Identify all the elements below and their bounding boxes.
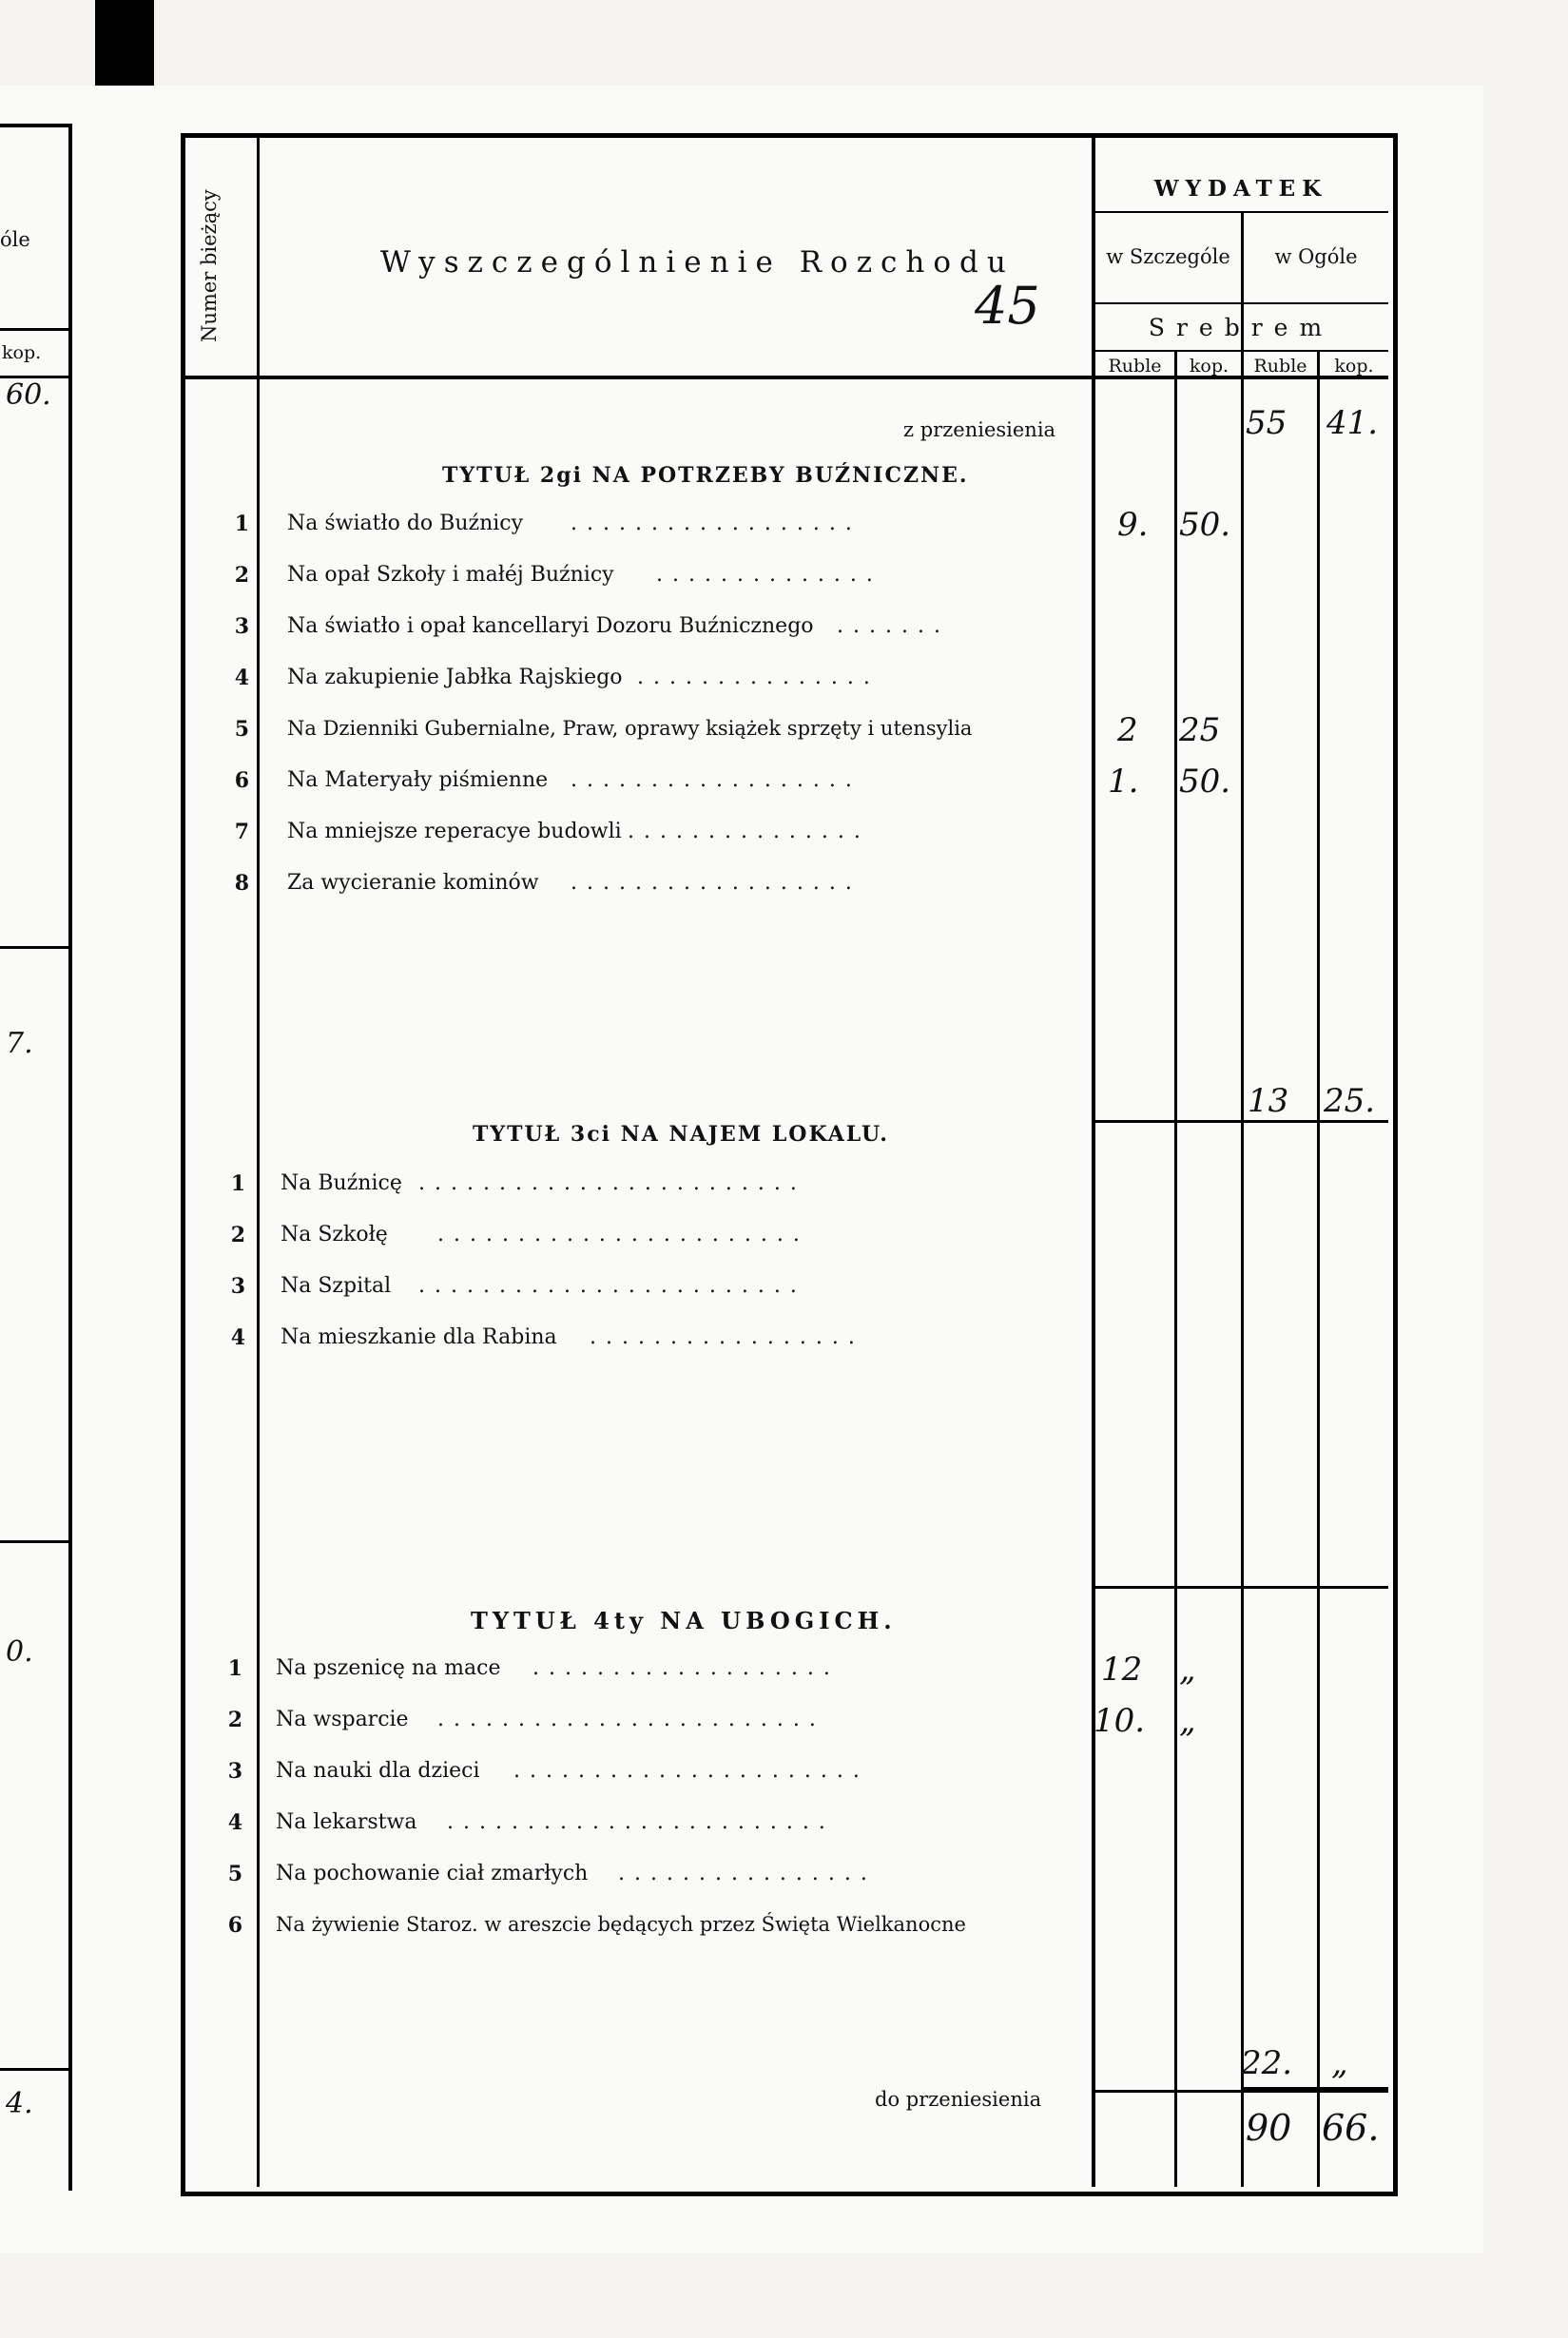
expense-item: Na Szkołę [281, 1223, 388, 1246]
row-number: 8 [234, 871, 249, 896]
leader-dots: ........................ [418, 1274, 806, 1298]
row-number: 1 [230, 1171, 245, 1196]
table-frame [181, 133, 1398, 2196]
srebrem-rule [1094, 350, 1388, 352]
expense-item: Na Buźnicę [281, 1171, 402, 1195]
section-total-ruble: 13 [1248, 1082, 1289, 1120]
row-number: 7 [234, 820, 249, 844]
wydatek-header: WYDATEK [1153, 176, 1328, 202]
expense-item: Na światło i opał kancellaryi Dozoru Buźnicznego [287, 614, 814, 638]
szczegole-ogole-rule [1241, 211, 1244, 2187]
kop-rule-szczegole [1174, 350, 1177, 2187]
leader-dots: ............... [628, 820, 870, 843]
leader-dots: ....................... [437, 1223, 809, 1246]
amount-ruble: 1. [1108, 763, 1139, 801]
subheader-rule [1094, 302, 1388, 304]
leader-dots: .............. [656, 563, 882, 587]
left-kop-label: kop. [2, 342, 42, 363]
section-total-ruble: 22. [1241, 2044, 1293, 2082]
leader-dots: .................. [571, 512, 861, 535]
left-value: 60. [6, 378, 51, 412]
row-number: 3 [227, 1759, 242, 1784]
section-total-rule [1094, 1120, 1388, 1123]
row-number: 4 [227, 1810, 242, 1835]
expense-item: Na Dzienniki Gubernialne, Praw, oprawy książek sprzęty i utensylia [287, 717, 973, 740]
expense-item: Na mieszkanie dla Rabina [281, 1325, 557, 1349]
amount-ruble: 2 [1117, 711, 1138, 749]
carry-out-kop: 66. [1322, 2107, 1380, 2149]
section-title: TYTUŁ 2gi NA POTRZEBY BUŹNICZNE. [442, 463, 969, 488]
number-column-rule [257, 138, 260, 2187]
kop-rule-ogole [1317, 350, 1320, 2187]
srebrem-header: Srebrem [1148, 314, 1334, 341]
carry-out-rule [1094, 2090, 1388, 2093]
section-title: TYTUŁ 3ci NA NAJEM LOKALU. [473, 1122, 889, 1147]
row-number: 3 [230, 1274, 245, 1299]
amount-kop: 50. [1179, 506, 1231, 544]
amount-kop: „ [1179, 1702, 1196, 1740]
carry-out-ruble: 90 [1246, 2107, 1292, 2149]
leader-dots: ........................ [447, 1810, 835, 1834]
expense-item: Na nauki dla dzieci [276, 1759, 480, 1783]
leader-dots: ............... [637, 666, 880, 689]
row-number: 4 [230, 1325, 245, 1350]
expense-item: Za wycieranie kominów [287, 871, 539, 895]
amount-kop: „ [1179, 1651, 1196, 1689]
amount-ruble: 9. [1117, 506, 1149, 544]
expense-item: Na Materyały piśmienne [287, 768, 549, 792]
ruble-header: Ruble [1253, 356, 1307, 377]
kop-header: kop. [1334, 356, 1374, 377]
left-value: 7. [6, 1027, 33, 1060]
leader-dots: ................... [532, 1656, 840, 1680]
ruble-header: Ruble [1108, 356, 1162, 377]
row-number: 3 [234, 614, 249, 639]
section-title: TYTUŁ 4ty NA UBOGICH. [471, 1607, 897, 1634]
expense-item: Na opał Szkoły i małéj Buźnicy [287, 563, 614, 587]
leader-dots: ................ [618, 1862, 877, 1885]
expense-item: Na lekarstwa [276, 1810, 417, 1834]
kop-header: kop. [1189, 356, 1229, 377]
row-number: 5 [234, 717, 249, 742]
expense-item: Na pochowanie ciał zmarłych [276, 1862, 589, 1885]
expense-item: Na pszenicę na mace [276, 1656, 501, 1680]
expense-item: Na światło do Buźnicy [287, 512, 524, 535]
row-number: 1 [234, 512, 249, 536]
left-rule [0, 2068, 68, 2071]
carry-out-label: do przeniesienia [875, 2088, 1042, 2111]
section-total-kop: 25. [1324, 1082, 1376, 1120]
row-number: 2 [227, 1708, 242, 1732]
expense-item: Na mniejsze reperacye budowli [287, 820, 622, 843]
expense-item: Na zakupienie Jabłka Rajskiego [287, 666, 623, 689]
left-value: 0. [6, 1635, 33, 1669]
leader-dots: ...................... [513, 1759, 869, 1783]
carry-in-kop: 41. [1326, 404, 1379, 442]
row-number: 5 [227, 1862, 242, 1886]
leader-dots: ................. [590, 1325, 864, 1349]
section-total-kop: „ [1331, 2044, 1348, 2082]
previous-page-edge [0, 124, 72, 2191]
row-number: 6 [234, 768, 249, 793]
amount-column-rule [1092, 138, 1095, 2187]
left-rule [0, 328, 68, 331]
ogole-header: w Ogóle [1274, 245, 1358, 268]
leader-dots: ....... [837, 614, 950, 638]
carry-in-label: z przeniesienia [903, 418, 1056, 441]
expense-item: Na Szpital [281, 1274, 392, 1298]
amount-ruble: 10. [1094, 1702, 1146, 1740]
row-number: 2 [230, 1223, 245, 1247]
amount-kop: 25 [1179, 711, 1221, 749]
expense-item: Na żywienie Staroz. w areszcie będących przez Święta Wielkanocne [276, 1913, 966, 1936]
left-header-fragment: óle [0, 228, 30, 251]
amount-kop: 50. [1179, 763, 1231, 801]
amount-ruble: 12 [1101, 1651, 1143, 1689]
leader-dots: ........................ [437, 1708, 825, 1731]
row-number-header: Numer bieżący [198, 189, 221, 342]
page-number: 45 [975, 276, 1040, 336]
carry-in-ruble: 55 [1246, 404, 1287, 442]
leader-dots: .................. [571, 871, 861, 895]
binding-strip [95, 0, 154, 86]
leader-dots: ........................ [418, 1171, 806, 1195]
left-value: 4. [6, 2087, 33, 2120]
expense-item: Na wsparcie [276, 1708, 409, 1731]
row-number: 2 [234, 563, 249, 588]
szczegole-header: w Szczególe [1106, 245, 1230, 268]
row-number: 1 [227, 1656, 242, 1681]
left-rule [0, 1540, 68, 1543]
section-rule [1094, 1586, 1388, 1589]
page-title: Wyszczególnienie Rozchodu [380, 245, 1015, 280]
left-rule [0, 946, 68, 949]
row-number: 4 [234, 666, 249, 690]
row-number: 6 [227, 1913, 242, 1938]
leader-dots: .................. [571, 768, 861, 792]
